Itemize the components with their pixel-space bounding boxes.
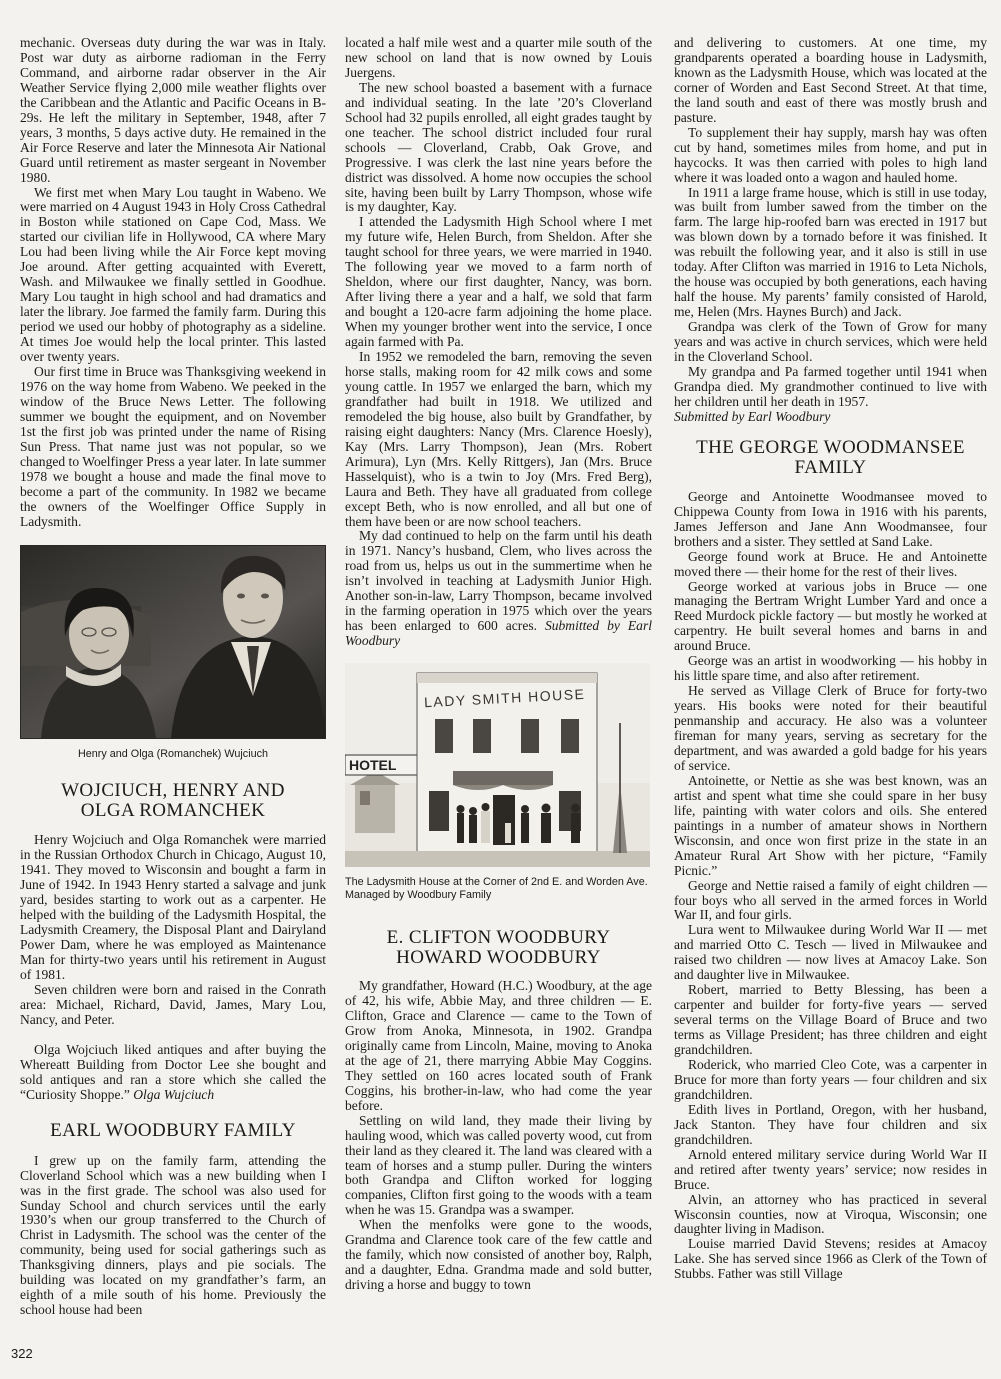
signature: Olga Wujciuch	[133, 1086, 215, 1102]
paragraph: In 1952 we remodeled the barn, removing the seven horse stalls, making room for 42 milk cows and some young cattle. In 1957 we enlarged the barn, which my grandfather had built in 1918. We utilized and remodeled the big house, also built by Grandfather, by raising eight daughters: Nancy (Mrs. Clarence Hoesly), Kay (Mrs. Larry Thompson), Jean (Mrs. Robert Arimura), Lyn (Mrs. Kelly Rittgers), Jan (Mrs. Bruce Hasselquist), who is a twin to Joy (Mrs. Fred Berg), Laura and Beth. They have all graduated from college except Beth, who is now enrolled, and all but one of them have been or are now school teachers.	[345, 349, 652, 529]
paragraph-text: Olga Wojciuch liked antiques and after buying the Whereatt Building from Doctor Lee she bought and sold antiques and ran a store which she called the “Curiosity Shoppe.”	[20, 1041, 326, 1102]
paragraph: The new school boasted a basement with a furnace and individual seating. In the late ’20’s Cloverland School had 32 pupils enrolled, all eight grades taught by one teacher. The school district included four rural schools — Cloverland, Crabb, Oak Grove, and Progressive. I was clerk the last nine years before the district was dissolved. A home now occupies the school site, having been built by Larry Thompson, whose wife is my daughter, Kay.	[345, 79, 652, 215]
paragraph: My grandfather, Howard (H.C.) Woodbury, at the age of 42, his wife, Abbie May, and three children — E. Clifton, Grace and Clarence — came to the Town of Grow from Anoka, Minnesota, in 1902. Grandpa originally came from Lincoln, Maine, moving to Anoka at the age of 21, there marrying Abbie May Coggins. They settled on 160 acres located south of Frank Coggins, his brother-in-law, who had come the year before.	[345, 978, 652, 1113]
paragraph: George and Nettie raised a family of eight children — four boys who all served in the armed forces in World War II, and four girls.	[674, 877, 987, 923]
paragraph: We first met when Mary Lou taught in Wabeno. We were married on 4 August 1943 in Holy Cross Cathedral in Boston while stationed on Cape Cod, Mass. We started our civilian life in Hollywood, CA where Mary Lou had been living while the Air Force kept moving Joe around. After getting acquainted with Everett, Wash. and Milwaukee we finally settled in Goodhue. Mary Lou taught in high school and had dramatics and later the library. Joe farmed the family farm. During this period we used our hobby of photography as a sideline. At times Joe would help the local printer. This lasted over twenty years.	[20, 184, 326, 365]
hotel-sign-text: HOTEL	[349, 757, 397, 774]
paragraph: Antoinette, or Nettie as she was best known, was an artist and spent what time she could spare in her busy life, painting with water colors and oils. She entered paintings in a number of amateur shows in Northern Wisconsin, and once won first prize in the state in an Amateur Rural Art Show with her picture, “Family Picnic.”	[674, 772, 987, 878]
section-heading-wojciuch: WOJCIUCH, HENRY AND OLGA ROMANCHEK	[61, 780, 285, 822]
paragraph: He served as Village Clerk of Bruce for forty-two years. His books were noted for their beautiful penmanship and accuracy. He also was a volunteer fireman for many years, serving as secretary for the department, and was awarded a gold badge for his years of service.	[674, 683, 987, 773]
paragraph: My grandpa and Pa farmed together until 1941 when Grandpa died. My grandmother continued to live with her children until her death in 1957.	[674, 363, 987, 409]
section-heading-woodmansee: THE GEORGE WOODMANSEE FAMILY	[696, 436, 965, 478]
paragraph: Robert, married to Betty Blessing, has been a carpenter and builder for forty-five years — served several terms on the Village Board of Bruce and two terms as Village President; has three children and eight grandchildren.	[674, 982, 987, 1058]
paragraph: Seven children were born and raised in the Conrath area: Michael, Richard, David, James, Mary Lou, Nancy, and Peter.	[20, 981, 326, 1027]
paragraph	[345, 529, 652, 649]
paragraph: Alvin, an attorney who has practiced in several Wisconsin counties, now at Viroqua, Wisconsin; one daughter living in Madison.	[674, 1191, 987, 1237]
paragraph-text: My dad continued to help on the farm until his death in 1971. Nancy’s husband, Clem, who lives across the road from us, helps us out in the summertime when he isn’t involved in teaching at Ladysmith Junior High. Another son-in-law, Larry Thompson, became involved in the farming operation in 1975 which over the years has been enlarged to 600 acres.	[345, 528, 652, 634]
paragraph: mechanic. Overseas duty during the war was in Italy. Post war duty as airborne radioman in the Ferry Command, and airborne radar observer in the Air Weather Service flying 2,000 mile weather flights over the Caribbean and the Atlantic and Pacific Oceans in B-29s. He left the military in September, 1948, after 7 years, 3 months, 5 days active duty. He remained in the Air Force Reserve and later the Minnesota Air National Guard until retirement as master sergeant in November 1980.	[20, 35, 326, 185]
photo-caption: The Ladysmith House at the Corner of 2nd E. and Worden Ave. Managed by Woodbury Family	[345, 876, 648, 902]
paragraph	[20, 1043, 326, 1103]
paragraph: I grew up on the family farm, attending the Cloverland School which was a new building when I was in the first grade. The school was also used for Sunday School and church services until the early 1930’s when our group transferred to the Church of Christ in Ladysmith. The school was the center of the community, being used for social gatherings such as Thanksgiving dinners, plays and pie socials. The building was located on my grandfather’s farm, an eighth of a mile south of his home. Previously the school house had been	[20, 1152, 326, 1318]
paragraph: Grandpa was clerk of the Town of Grow for many years and was active in church services, which were held in the Cloverland School.	[674, 319, 987, 365]
paragraph: In 1911 a large frame house, which is still in use today, was built from lumber sawed from the timber on the farm. The large hip-roofed barn was erected in 1917 but was blown down by a tornado before it was finished. It was rebuilt the following year, and it also is still in use today. After Clifton was married in 1916 to Leta Nichols, the house was occupied by both generations, each having half the house. My parents’ family consisted of Harold, me, Helen (Mrs. Haynes Burch) and Jack.	[674, 184, 987, 320]
paragraph: When the menfolks were gone to the woods, Grandma and Clarence took care of the few cattle and the family, which now consisted of another boy, Ralph, and a daughter, Edna. Grandma made and sold butter, driving a horse and buggy to town	[345, 1217, 652, 1293]
wojciuch-couple-illustration	[21, 546, 325, 738]
paragraph: Lura went to Milwaukee during World War II — met and married Otto C. Tesch — lived in Milwaukee and raised two children — now lives at Amacoy Lake. Son and daughter live in Milwaukee.	[674, 922, 987, 983]
section-heading-clifton-woodbury: E. CLIFTON WOODBURY HOWARD WOODBURY	[386, 927, 611, 969]
signature: Submitted by Earl Woodbury	[345, 618, 652, 649]
paragraph: George worked at various jobs in Bruce — one managing the Bertram Wright Lumber Yard and once a Reed Murdock pickle factory — but mostly he worked at carpentry. He built several homes and barns in and around Bruce.	[674, 578, 987, 654]
paragraph: located a half mile west and a quarter mile south of the new school on land that is now owned by Louis Juergens.	[345, 35, 652, 80]
paragraph: Edith lives in Portland, Oregon, with her husband, Jack Stanton. They have four children and six grandchildren.	[674, 1101, 987, 1147]
paragraph: George found work at Bruce. He and Antoinette moved there — their home for the rest of their lives.	[674, 548, 987, 579]
paragraph: Arnold entered military service during World War II and retired after twenty years’ service; now resides in Bruce.	[674, 1146, 987, 1192]
paragraph: Henry Wojciuch and Olga Romanchek were married in the Russian Orthodox Church in Chicago, August 10, 1941. They moved to Wisconsin and bought a farm in June of 1942. In 1943 Henry started a salvage and junk yard, besides starting to work out as a carpenter. He helped with the building of the Ladysmith Hospital, the Ladysmith Creamery, the Disposal Plant and Dairyland Power Dam, where he was employed as Maintenance Man for thirty-two years until his retirement in August of 1981.	[20, 832, 326, 983]
photo-caption: Henry and Olga (Romanchek) Wujciuch	[77, 748, 269, 761]
column-3	[674, 36, 987, 1282]
column-1	[20, 36, 326, 1318]
ladysmith-house-illustration	[345, 663, 650, 867]
paragraph: and delivering to customers. At one time, my grandparents operated a boarding house in Ladysmith, known as the Ladysmith House, which was located at the corner of Worden and East Second Street. At that time, the land south and east of there was mostly brush and pasture.	[674, 35, 987, 125]
signature: Submitted by Earl Woodbury	[674, 408, 831, 424]
paragraph: Settling on wild land, they made their living by hauling wood, which was called poverty wood, cut from their land as they cleared it. The land was cleared with a team of horses and a stump puller. During the winters both Grandpa and Clifton worked for logging companies, Clifton first going to the woods with a team when he was 15. Grandpa was a swamper.	[345, 1112, 652, 1218]
section-heading-earl-woodbury: EARL WOODBURY FAMILY	[50, 1119, 296, 1141]
ladysmith-house-photo	[345, 663, 650, 867]
paragraph: To supplement their hay supply, marsh hay was often cut by hand, sometimes miles from home, and put in haycocks. It was then carried with poles to high land where it was loaded onto a wagon and hauled home.	[674, 124, 987, 185]
paragraph: Roderick, who married Cleo Cote, was a carpenter in Bruce for more than forty years — four children and six grandchildren.	[674, 1057, 987, 1102]
paragraph: I attended the Ladysmith High School where I met my future wife, Helen Burch, from Sheldon. After she taught school for three years, we were married in 1940. The following year we moved to a farm north of Sheldon, where our first daughter, Nancy, was born. After living there a year and a half, we sold that farm and bought a 120-acre farm adjoining the home place. When my younger brother went into the service, I once again farmed with Pa.	[345, 214, 652, 350]
wojciuch-couple-photo	[20, 545, 326, 739]
column-2	[345, 36, 652, 1293]
paragraph: George was an artist in woodworking — his hobby in his little spare time, and also after retirement.	[674, 653, 987, 684]
paragraph: George and Antoinette Woodmansee moved to Chippewa County from Iowa in 1916 with his parents, James Jefferson and Jane Ann Woodmansee, four brothers and a sister. They settled at Sand Lake.	[674, 488, 987, 549]
ladysmith-house-sign-text: LADY SMITH HOUSE	[423, 685, 586, 711]
paragraph	[674, 410, 987, 425]
page-number: 322	[11, 1346, 33, 1361]
paragraph: Our first time in Bruce was Thanksgiving weekend in 1976 on the way home from Wabeno. We peeked in the window of the Bruce News Letter. The following summer we bought the equipment, and on November 1st the first job was printed under the name of Rising Sun Press. That name just was not popular, so we changed to Woelfinger Press a year later. In late summer 1978 we bought a house and made the final move to become a part of the community. In 1982 we became the owners of the Woelfinger Office Supply in Ladysmith.	[20, 363, 326, 529]
paragraph: Louise married David Stevens; resides at Amacoy Lake. She has served since 1966 as Clerk of the Town of Stubbs. Father was still Village	[674, 1236, 987, 1282]
